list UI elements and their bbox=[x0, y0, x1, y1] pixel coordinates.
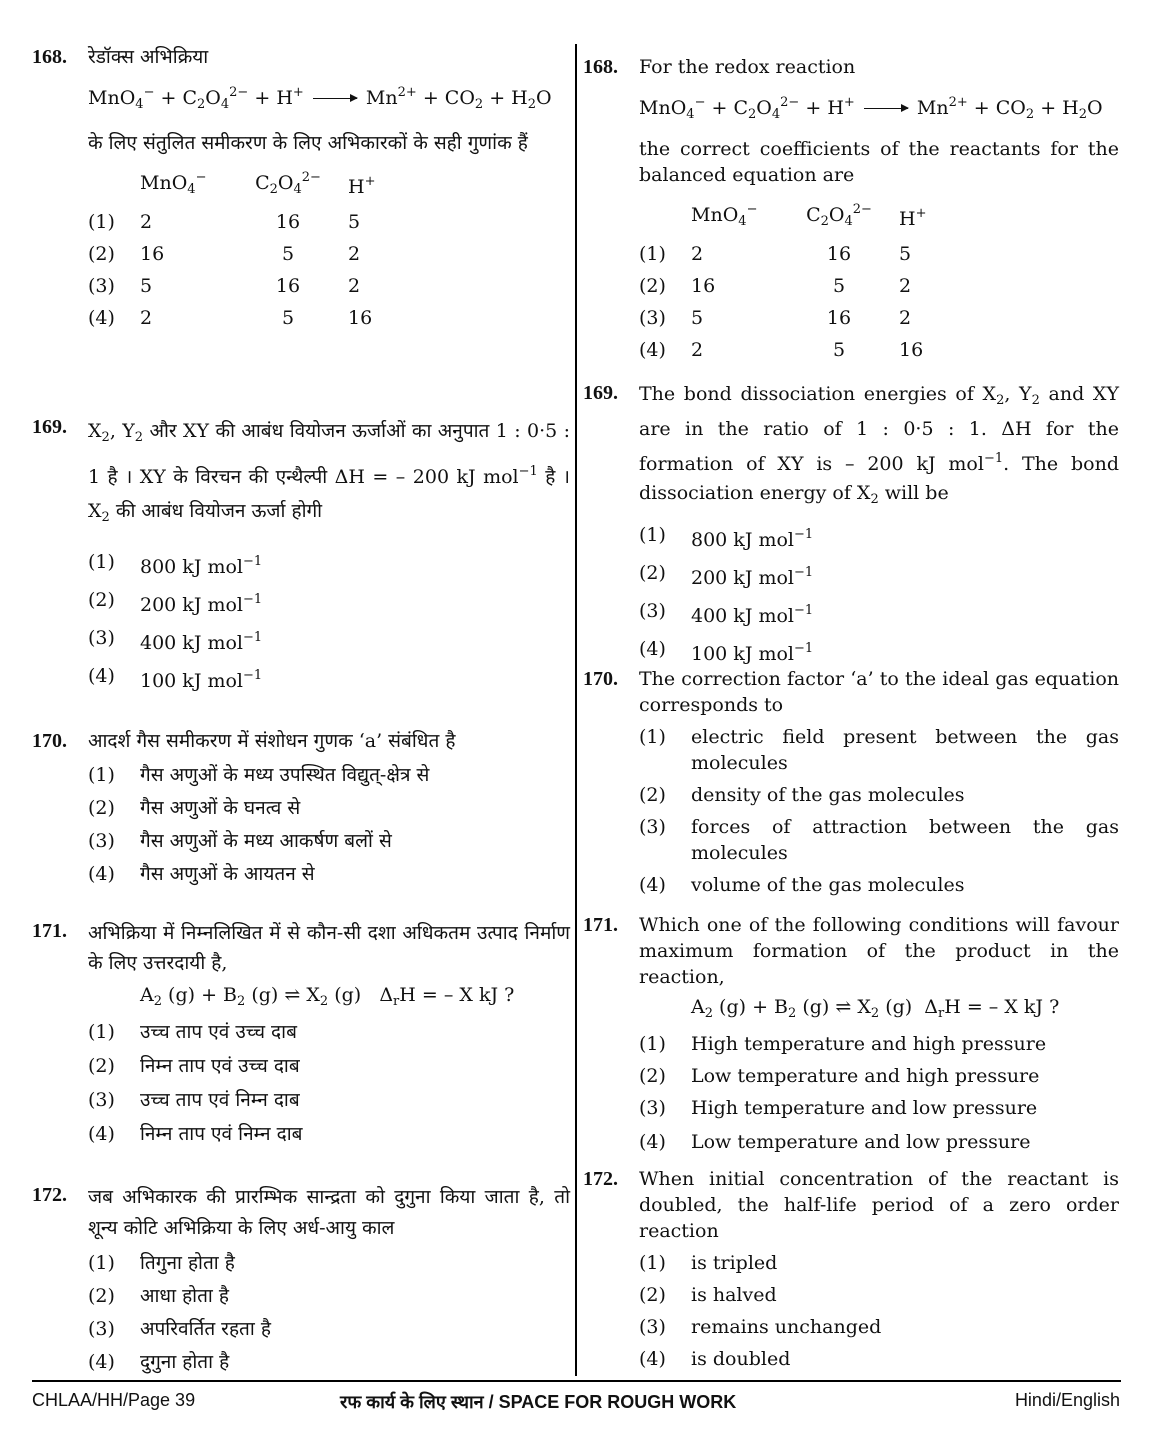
reaction-arrow bbox=[313, 98, 357, 99]
option: (4) दुगुना होता है bbox=[88, 1351, 230, 1373]
table-row: (3) 5 16 2 bbox=[88, 275, 361, 297]
question-171-hi: 171. अभिक्रिया में निम्नलिखित में से कौन-सी दशा अधिकतम उत्पाद निर्माण के लिए उत्तरदायी है, $A_2$ $(g) + B_2$ (g) ⇌ $X_2$ (g) $\Delta_rH$ = – X kJ ? (1) उच्च ताप एवं उच्च दाब (2) निम्न ताप एवं उच्च दाब (3) उच्च ताप एवं निम्न दाब (4) निम्न ताप एवं निम्न दाब bbox=[32, 918, 570, 1155]
question-text: आदर्श गैस समीकरण में संशोधन गुणक ‘a’ संबंधित है bbox=[88, 730, 456, 752]
option: (1) उच्च ताप एवं उच्च दाब bbox=[88, 1021, 297, 1043]
question-169-en: 169. The bond dissociation energies of $X_2$, $Y_2$ and XY are in the ratio of 1 : 0·5 : 1. ΔH for the formation of XY is – 200 kJ mol$^{-1}$. The bond dissociation energy of $X_2$ will be (1) 800 kJ mol$^{-1}$ (2) 200 kJ mol$^{-1}$ (3) 400 kJ mol$^{-1}$ (4) 100 kJ mol$^{-1}$ bbox=[583, 380, 1119, 674]
question-text: Which one of the following conditions will favour maximum formation of the product in the reaction, bbox=[639, 914, 1119, 988]
rough-work-label: रफ कार्य के लिए स्थान / SPACE FOR ROUGH WORK bbox=[340, 1392, 737, 1412]
table-header: MnO$_4$− $C_2O_4^{2-}$ H+ bbox=[140, 170, 376, 198]
option: (1) High temperature and high pressure bbox=[639, 1033, 1047, 1055]
option: (3) remains unchanged bbox=[639, 1316, 882, 1338]
option: (2) 200 kJ mol$^{-1}$ bbox=[639, 562, 814, 589]
footer-rule bbox=[32, 1380, 1121, 1382]
option: (3) गैस अणुओं के मध्य आकर्षण बलों से bbox=[88, 830, 392, 852]
redox-equation: $MnO_4^- + C_2O_4^{2-} + H^+$ $Mn^{2+} + CO_2 + H_2O$ bbox=[639, 95, 1103, 122]
question-172-hi: 172. जब अभिकारक की प्रारम्भिक सान्द्रता को दुगुना किया जाता है, तो शून्य कोटि अभिक्रिया के लिए अर्ध-आयु काल (1) तिगुना होता है (2) आधा होता है (3) अपरिवर्तित रहता है (4) दुगुना होता है bbox=[32, 1182, 570, 1382]
option: (1) 800 kJ mol$^{-1}$ bbox=[639, 524, 814, 551]
question-text: The correction factor ‘a’ to the ideal gas equation corresponds to bbox=[639, 668, 1119, 716]
option: (3) forces of attraction between the gas molecules bbox=[639, 816, 1119, 864]
option: (1) 800 kJ mol$^{-1}$ bbox=[88, 551, 263, 578]
option: (4) गैस अणुओं के आयतन से bbox=[88, 863, 315, 885]
question-text: अभिक्रिया में निम्नलिखित में से कौन-सी दशा अधिकतम उत्पाद निर्माण के लिए उत्तरदायी है, bbox=[88, 922, 570, 974]
option: (4) 100 kJ mol$^{-1}$ bbox=[639, 638, 814, 665]
page-code: CHLAA/HH/Page 39 bbox=[32, 1390, 196, 1410]
question-172-en: 172. When initial concentration of the reactant is doubled, the half-life period of a zero order reaction (1) is tripled (2) is halved (3) remains unchanged (4) is doubled bbox=[583, 1166, 1119, 1378]
question-170-en: 170. The correction factor ‘a’ to the ideal gas equation corresponds to (1) electric field present between the gas molecules (2) density of the gas molecules (3) forces of attraction between the gas molecules (4) volume of the gas molecules bbox=[583, 668, 1119, 896]
option: (3) High temperature and low pressure bbox=[639, 1097, 1038, 1119]
option: (4) 100 kJ mol$^{-1}$ bbox=[88, 665, 263, 692]
question-170-hi: 170. आदर्श गैस समीकरण में संशोधन गुणक ‘a’ संबंधित है (1) गैस अणुओं के मध्य उपस्थित विद्युत्-क्षेत्र से (2) गैस अणुओं के घनत्व से (3) गैस अणुओं के मध्य आकर्षण बलों से (4) गैस अणुओं के आयतन से bbox=[32, 728, 570, 894]
question-169-hi: 169. $X_2$, $Y_2$ और XY की आबंध वियोजन ऊर्जाओं का अनुपात 1 : 0·5 : 1 है । XY के विरचन की एन्थैल्पी ΔH = – 200 kJ mol$^{-1}$ है । $X_2$ की आबंध वियोजन ऊर्जा होगी (1) 800 kJ mol$^{-1}$ (2) 200 kJ mol$^{-1}$ (3) 400 kJ mol$^{-1}$ (4) 100 kJ mol$^{-1}$ bbox=[32, 414, 570, 701]
question-title: For the redox reaction bbox=[639, 56, 856, 78]
coefficient-table bbox=[88, 162, 408, 334]
question-text: The bond dissociation energies of $X_2$, $Y_2$ and XY are in the ratio of 1 : 0·5 : 1. ΔH for the formation of XY is – 200 kJ mol$^{-1}$. The bond dissociation energy of $X_2$ will be bbox=[639, 383, 1119, 507]
question-168-en: 168. For the redox reaction $MnO_4^- + C_2O_4^{2-} + H^+$ $Mn^{2+} + CO_2 + H_2O$ the correct coefficients of the reactants for the balanced equation are MnO$_4$− $C_2O_4^{2-}$ H+ (1) 2 16 5 (2) 16 5 2 (3) 5 16 2 (4) 2 5 16 bbox=[583, 54, 1119, 366]
equilibrium-equation: $A_2$ $(g) + B_2$ (g) ⇌ $X_2$ (g) $\Delta_rH$ = – X kJ ? bbox=[691, 996, 1060, 1021]
option: (2) 200 kJ mol$^{-1}$ bbox=[88, 589, 263, 616]
table-row: (1) 2 16 5 bbox=[88, 211, 361, 233]
option: (3) अपरिवर्तित रहता है bbox=[88, 1318, 271, 1340]
option: (2) निम्न ताप एवं उच्च दाब bbox=[88, 1055, 300, 1077]
question-text: When initial concentration of the reactant is doubled, the half-life period of a zero order reaction bbox=[639, 1168, 1119, 1242]
language-label: Hindi/English bbox=[1014, 1390, 1120, 1410]
question-text: जब अभिकारक की प्रारम्भिक सान्द्रता को दुगुना किया जाता है, तो शून्य कोटि अभिक्रिया के लिए अर्ध-आयु काल bbox=[88, 1186, 570, 1239]
reaction-arrow bbox=[864, 108, 908, 109]
option: (4) Low temperature and low pressure bbox=[639, 1131, 1031, 1153]
question-text: $X_2$, $Y_2$ और XY की आबंध वियोजन ऊर्जाओं का अनुपात 1 : 0·5 : 1 है । XY के विरचन की एन्थैल्पी ΔH = – 200 kJ mol$^{-1}$ है । $X_2$ की आबंध वियोजन ऊर्जा होगी bbox=[88, 420, 571, 525]
option: (1) तिगुना होता है bbox=[88, 1252, 235, 1274]
option: (3) 400 kJ mol$^{-1}$ bbox=[88, 627, 263, 654]
question-title: रेडॉक्स अभिक्रिया bbox=[88, 46, 209, 68]
table-row: (4) 2 5 16 bbox=[88, 307, 373, 329]
option: (4) is doubled bbox=[639, 1348, 791, 1370]
question-text: के लिए संतुलित समीकरण के लिए अभिकारकों के सही गुणांक हैं bbox=[88, 132, 528, 154]
question-168-hi bbox=[32, 44, 570, 334]
option: (2) density of the gas molecules bbox=[639, 784, 965, 806]
table-row: (4) 2 5 16 bbox=[639, 339, 924, 361]
redox-equation: $MnO_4^- + C_2O_4^{2-} + H^+$ $Mn^{2+} + CO_2 + H_2O$ bbox=[88, 85, 552, 112]
question-text: the correct coefficients of the reactants for the balanced equation are bbox=[639, 138, 1119, 186]
option: (1) is tripled bbox=[639, 1252, 778, 1274]
option: (2) is halved bbox=[639, 1284, 777, 1306]
table-row: (3) 5 16 2 bbox=[639, 307, 912, 329]
option: (4) volume of the gas molecules bbox=[639, 874, 965, 896]
table-row: (2) 16 5 2 bbox=[88, 243, 361, 265]
option: (3) उच्च ताप एवं निम्न दाब bbox=[88, 1089, 300, 1111]
option: (2) गैस अणुओं के घनत्व से bbox=[88, 797, 301, 819]
coefficient-table bbox=[639, 194, 959, 366]
table-header: MnO$_4$− $C_2O_4^{2-}$ H+ bbox=[691, 202, 927, 230]
option: (3) 400 kJ mol$^{-1}$ bbox=[639, 600, 814, 627]
option: (4) निम्न ताप एवं निम्न दाब bbox=[88, 1123, 303, 1145]
equilibrium-equation: $A_2$ $(g) + B_2$ (g) ⇌ $X_2$ (g) $\Delta_rH$ = – X kJ ? bbox=[140, 984, 515, 1009]
option: (1) electric field present between the gas molecules bbox=[639, 726, 1119, 774]
table-row: (2) 16 5 2 bbox=[639, 275, 912, 297]
question-number: 168. bbox=[32, 46, 67, 68]
option: (1) गैस अणुओं के मध्य उपस्थित विद्युत्-क्षेत्र से bbox=[88, 764, 430, 786]
option: (2) आधा होता है bbox=[88, 1285, 229, 1307]
column-divider bbox=[575, 44, 577, 1376]
question-171-en: 171. Which one of the following conditions will favour maximum formation of the product in the reaction, $A_2$ $(g) + B_2$ (g) ⇌ $X_2$ (g) $\Delta_rH$ = – X kJ ? (1) High temperature and high pressure (2) Low temperature and high pressure (3) High temperature and low pressure (4) Low temperature and low pressure bbox=[583, 912, 1119, 1161]
table-row: (1) 2 16 5 bbox=[639, 243, 912, 265]
option: (2) Low temperature and high pressure bbox=[639, 1065, 1040, 1087]
